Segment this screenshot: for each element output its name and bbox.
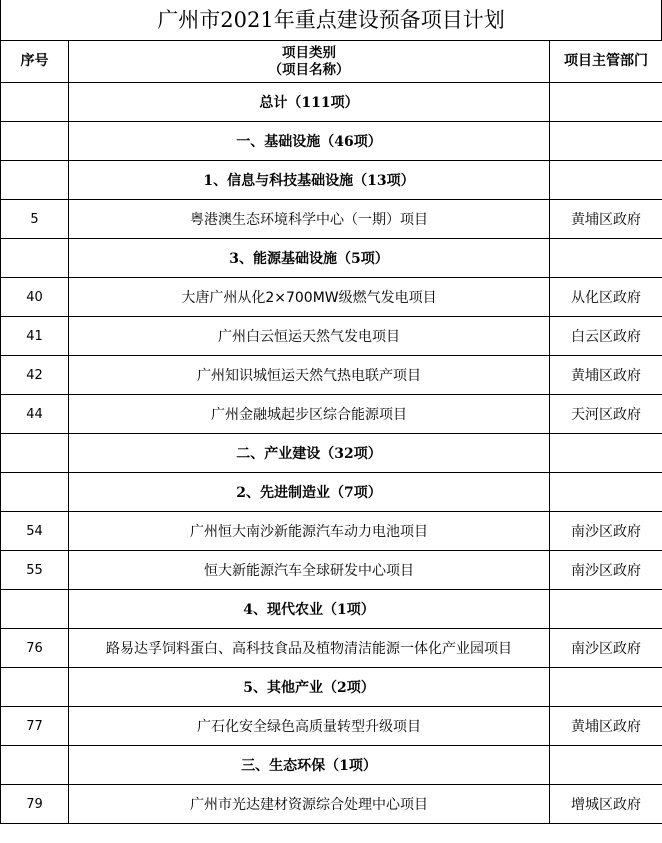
table-row <box>1 629 662 668</box>
row-name-cell: 大唐广州从化2×700MW级燃气发电项目 <box>69 278 550 317</box>
header-dept: 项目主管部门 <box>550 41 662 83</box>
row-name-cell: 广州恒大南沙新能源汽车动力电池项目 <box>69 512 550 551</box>
row-seq-cell: 44 <box>1 395 69 434</box>
row-seq-cell <box>1 434 69 473</box>
category-row <box>1 434 662 473</box>
row-seq-cell: 5 <box>1 200 69 239</box>
table-row <box>1 200 662 239</box>
category-row <box>1 83 662 122</box>
row-dept-cell: 南沙区政府 <box>550 551 662 590</box>
page-title: 广州市2021年重点建设预备项目计划 <box>0 0 662 40</box>
row-seq-cell: 55 <box>1 551 69 590</box>
category-row <box>1 590 662 629</box>
row-dept-cell: 白云区政府 <box>550 317 662 356</box>
row-seq-cell <box>1 83 69 122</box>
row-name-cell: 5、其他产业（2项） <box>69 668 550 707</box>
category-row <box>1 746 662 785</box>
row-dept-cell: 南沙区政府 <box>550 629 662 668</box>
row-dept-cell <box>550 239 662 278</box>
header-category-line2: （项目名称） <box>268 61 350 78</box>
row-dept-cell <box>550 668 662 707</box>
row-dept-cell: 南沙区政府 <box>550 512 662 551</box>
table-row <box>1 785 662 824</box>
row-dept-cell: 黄埔区政府 <box>550 200 662 239</box>
row-dept-cell: 从化区政府 <box>550 278 662 317</box>
table-row <box>1 317 662 356</box>
row-dept-cell: 黄埔区政府 <box>550 356 662 395</box>
table-row <box>1 356 662 395</box>
row-seq-cell: 54 <box>1 512 69 551</box>
row-seq-cell <box>1 746 69 785</box>
row-name-cell: 广州白云恒运天然气发电项目 <box>69 317 550 356</box>
row-name-cell: 3、能源基础设施（5项） <box>69 239 550 278</box>
row-dept-cell: 增城区政府 <box>550 785 662 824</box>
row-seq-cell <box>1 122 69 161</box>
row-dept-cell <box>550 473 662 512</box>
row-dept-cell <box>550 746 662 785</box>
table-row <box>1 278 662 317</box>
row-name-cell: 总计（111项） <box>69 83 550 122</box>
row-dept-cell <box>550 434 662 473</box>
row-seq-cell: 41 <box>1 317 69 356</box>
category-row <box>1 473 662 512</box>
project-table <box>0 40 662 824</box>
row-dept-cell <box>550 590 662 629</box>
row-dept-cell <box>550 122 662 161</box>
category-row <box>1 122 662 161</box>
row-seq-cell <box>1 161 69 200</box>
category-row <box>1 239 662 278</box>
row-name-cell: 1、信息与科技基础设施（13项） <box>69 161 550 200</box>
table-row <box>1 707 662 746</box>
row-name-cell: 广石化安全绿色高质量转型升级项目 <box>69 707 550 746</box>
row-name-cell: 广州金融城起步区综合能源项目 <box>69 395 550 434</box>
row-seq-cell: 42 <box>1 356 69 395</box>
table-row <box>1 551 662 590</box>
row-seq-cell: 79 <box>1 785 69 824</box>
row-seq-cell <box>1 239 69 278</box>
row-dept-cell: 天河区政府 <box>550 395 662 434</box>
row-name-cell: 广州市光达建材资源综合处理中心项目 <box>69 785 550 824</box>
category-row <box>1 668 662 707</box>
row-dept-cell <box>550 83 662 122</box>
row-seq-cell: 76 <box>1 629 69 668</box>
header-category <box>69 41 550 83</box>
header-seq: 序号 <box>1 41 69 83</box>
category-row <box>1 161 662 200</box>
header-category-line1: 项目类别 <box>282 44 336 61</box>
row-seq-cell: 40 <box>1 278 69 317</box>
row-name-cell: 三、生态环保（1项） <box>69 746 550 785</box>
row-name-cell: 恒大新能源汽车全球研发中心项目 <box>69 551 550 590</box>
row-dept-cell: 黄埔区政府 <box>550 707 662 746</box>
table-header-row <box>1 41 662 83</box>
row-seq-cell <box>1 590 69 629</box>
row-seq-cell <box>1 473 69 512</box>
row-name-cell: 二、产业建设（32项） <box>69 434 550 473</box>
table-row <box>1 512 662 551</box>
row-name-cell: 广州知识城恒运天然气热电联产项目 <box>69 356 550 395</box>
table-row <box>1 395 662 434</box>
row-name-cell: 一、基础设施（46项） <box>69 122 550 161</box>
row-dept-cell <box>550 161 662 200</box>
row-name-cell: 4、现代农业（1项） <box>69 590 550 629</box>
row-seq-cell: 77 <box>1 707 69 746</box>
row-name-cell: 粤港澳生态环境科学中心（一期）项目 <box>69 200 550 239</box>
row-name-cell: 2、先进制造业（7项） <box>69 473 550 512</box>
row-seq-cell <box>1 668 69 707</box>
row-name-cell: 路易达孚饲料蛋白、高科技食品及植物清洁能源一体化产业园项目 <box>69 629 550 668</box>
